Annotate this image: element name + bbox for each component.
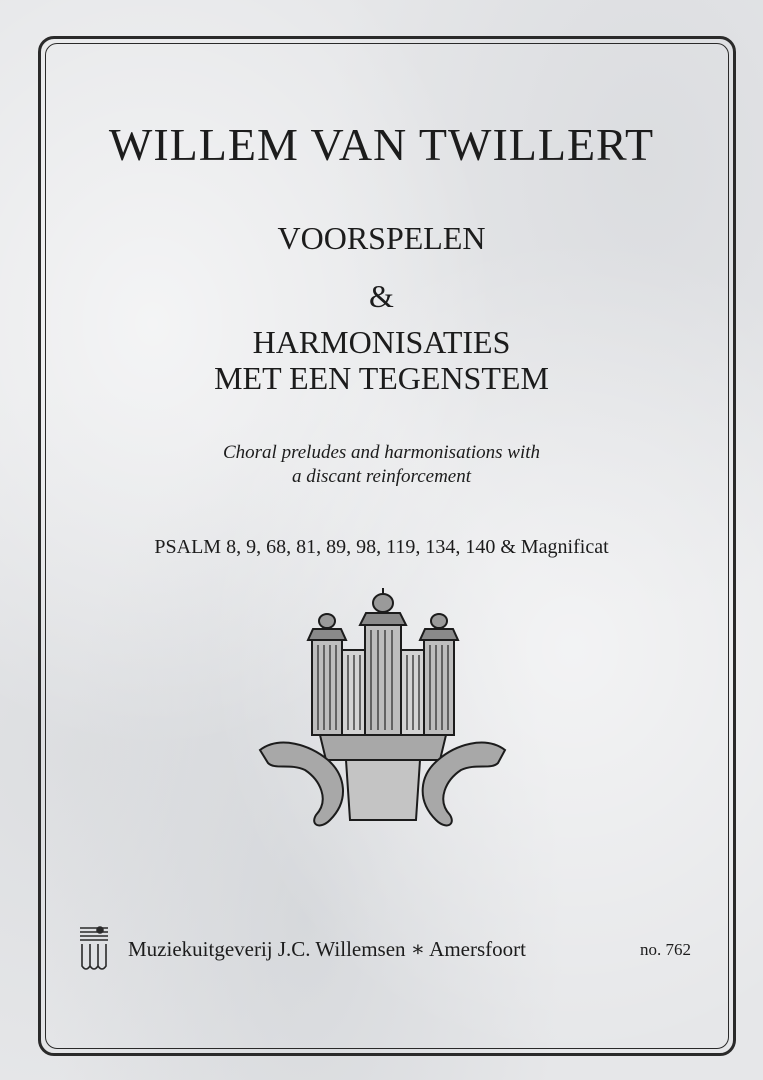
psalm-list: PSALM 8, 9, 68, 81, 89, 98, 119, 134, 140 & Magnificat — [154, 536, 609, 558]
catalog-number: no. 762 — [640, 940, 691, 959]
pipe-organ-icon — [250, 585, 515, 845]
publisher-logo-icon — [78, 922, 110, 974]
subtitle-line-1: Choral preludes and harmonisations with — [222, 442, 541, 463]
title-line-1: VOORSPELEN — [277, 220, 486, 256]
title-line-2: HARMONISATIES — [252, 324, 511, 360]
title-ampersand: & — [369, 278, 394, 314]
title-line-3: MET EEN TEGENSTEM — [214, 360, 549, 396]
subtitle-line-2: a discant reinforcement — [291, 466, 472, 487]
publisher-name: Muziekuitgeverij J.C. Willemsen ∗ Amersfoort — [128, 937, 526, 961]
composer-name: WILLEM VAN TWILLERT — [108, 119, 655, 170]
